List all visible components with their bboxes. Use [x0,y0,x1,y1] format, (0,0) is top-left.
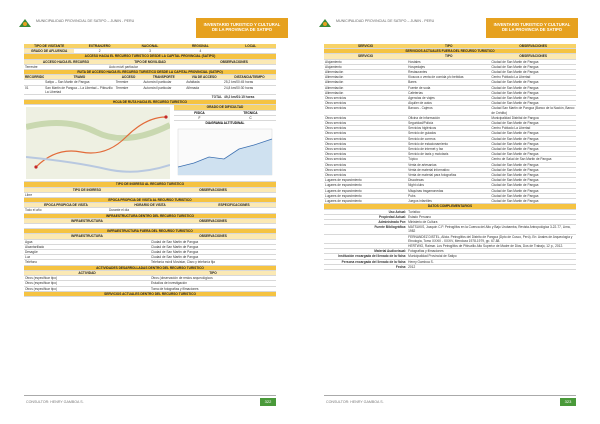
complementary-row-cell: Henry Gamboa S. [407,259,576,264]
service-row-cell: Ciudad de San Martin de Pangoa [490,59,576,64]
service-row-cell: Otros servicios [324,115,407,120]
complementary-row-cell: Fotografías y filmaciones [407,249,576,254]
complementary-section-title: DATOS COMPLEMENTARIOS [324,204,576,209]
complementary-row-cell: Fecha: [324,264,407,269]
service-row-cell: Ciudad de San Martin de Pangoa [490,136,576,141]
complementary-row-cell: Persona encargada del llenado de la ficha: [324,259,407,264]
visitor-table [24,44,276,54]
complementary-row-cell: Uso Actual: [324,209,407,214]
season-section-title: EPOCA PROPICIA DE VISITA AL RECURSO TURISTICO [24,198,276,203]
municipality-name: MUNICIPALIDAD PROVINCIAL DE SATIPO – JUNIN - PERU [336,19,435,23]
service-row-cell: Centro Poblado La Libertad [490,126,576,131]
service-row-cell: Otros servicios [324,152,407,157]
service-row-cell: Ciudad de San Martin de Pangoa [490,199,576,204]
service-row-cell: Ciudad de San Martin de Pangoa [490,152,576,157]
service-row-cell: Servicios higiénicos [407,126,490,131]
service-row-cell: Servicio de internet y fax [407,147,490,152]
route-table [24,75,276,105]
complementary-row-cell: 2012 [407,264,576,269]
season-value-cell: Durante el día [108,208,192,213]
visitor-header-cell: TIPO DE VISITANTE [24,44,74,49]
service-row-cell: Pubs [407,193,490,198]
page-header [0,6,300,42]
visitor-header-cell: LOCAL [226,44,276,49]
service-row-cell: Discotecas [407,178,490,183]
activities-header-cell: ACTIVIDAD [24,270,150,275]
service-row-cell: Ciudad de San Martin de Pangoa [490,121,576,126]
route-header-cell: RECORRIDO [25,75,45,80]
service-row-cell: Seguridad/Policía [407,121,490,126]
visitor-value-cell: 3 [125,49,175,54]
service-row-cell: Ciudad de San Martin de Pangoa [490,70,576,75]
route-header-cell: TRAMO [44,75,115,80]
route-header-cell: DISTANCIA/TIEMPO [223,75,276,80]
service-row-cell: Servicio de estacionamiento [407,141,490,146]
activity-row-cell: Toma de fotografías y filmaciones [150,286,276,291]
services-subheader-cell: TIPO [407,54,490,59]
route-header-cell: TRANSPORTE [142,75,185,80]
route-map-image [26,107,170,179]
service-row-cell: Lugares de esparcimiento [324,178,407,183]
services-outside-title: SERVICIOS ACTUALES FUERA DEL RECURSO TURISTICO [324,49,576,54]
page-number: 322 [260,398,276,406]
service-row-cell: Otros servicios [324,106,407,115]
route-row [24,85,276,94]
visitor-header-cell: EXTRANJERO [74,44,124,49]
visitor-value-cell: 2 [74,49,124,54]
entry-section-title: TIPO DE INGRESO AL RECURSO TURISTICO [24,182,276,187]
access-header-cell: ACCESO HACIA EL RECURSO [24,59,108,64]
service-row-cell: Venta de material informativo [407,167,490,172]
service-row-cell: Bancos - Cajeros [407,106,490,115]
service-row-cell: Servicio de correos [407,136,490,141]
services-header-cell: SERVICIO [324,44,407,49]
access-table [24,54,276,75]
route-row-cell: Afirmada [185,85,223,94]
difficulty-physical-label: FISICA [194,110,205,115]
service-row-cell: Alimentación [324,75,407,80]
service-row-cell: Ciudad de San Martin de Pangoa [490,85,576,90]
route-row-cell: Automóvil particular [142,85,185,94]
access-header-cell: OBSERVACIONES [192,59,276,64]
right-page [300,0,600,424]
service-row-cell: Ciudad de San Martin de Pangoa [490,64,576,69]
complementary-row-cell: Material Audiovisual: [324,249,407,254]
route-row-cell: 01 [24,85,44,94]
infra-outside-row-cell: Ciudad de San Martin de Pangoa [150,244,276,249]
service-row-cell: Ciudad de San Martin de Pangoa [490,141,576,146]
service-row-cell: Agencias de viajes [407,96,490,101]
complementary-row-cell [324,234,407,243]
service-row-cell: Ciudad de San Martin de Pangoa [490,193,576,198]
visitor-value-cell: GRADO DE AFLUENCIA [24,49,74,54]
infra-outside-row-cell: Ciudad de San Martin de Pangoa [150,250,276,255]
access-value-cell: Terrestre [24,64,108,69]
service-row-cell: Municipalidad Distrital de Pangoa [490,115,576,120]
route-header-cell: ACCESO [115,75,143,80]
service-row-cell: Centro de Salud de San Martin de Pangoa [490,157,576,162]
activity-row-cell: Otros (especificar tipo) [24,281,150,286]
route-header-cell: VIA DE ACCESO [185,75,223,80]
complementary-row [324,264,576,269]
service-row-cell: Otros servicios [324,136,407,141]
service-row-cell: Ciudad de San Martin de Pangoa [490,96,576,101]
access-value-cell: Auto móvil particular [108,64,192,69]
route-row-cell: Terrestre [115,80,143,85]
route-total-label: TOTAL [24,95,223,100]
service-row-cell: Otros servicios [324,101,407,106]
service-row-cell: Otros servicios [324,157,407,162]
service-row-cell: Ciudad de San Martin de Pangoa [490,178,576,183]
service-row-cell: Alimentación [324,80,407,85]
service-row-cell: Otros servicios [324,96,407,101]
season-table [24,198,276,214]
entry-value-cell: Libre [24,192,150,197]
route-row-cell: Asfaltada [185,80,223,85]
visitor-header-cell: NACIONAL [125,44,175,49]
route-row-cell: San Martin de Pangoa – La Libertad – Pitiruzillo La Libertad [44,85,115,94]
service-row-cell: Alquiler de autos [407,101,490,106]
infra-outside-row-cell: Luz [24,255,150,260]
service-row-cell: Alojamiento [324,64,407,69]
service-row-cell: Ciudad de San Martin de Pangoa [490,167,576,172]
difficulty-technical-label: TECNICA [243,110,258,115]
service-row-cell: Lugares de esparcimiento [324,188,407,193]
page-footer [24,395,276,408]
complementary-row [324,225,576,234]
infra-outside-header-cell: INFRAESTRUCTURA [24,234,150,239]
infra-inside-title: INFRAESTRUCTURA DENTRO DEL RECURSO TURISTICO [24,214,276,219]
services-subheader-cell: SERVICIO [324,54,407,59]
service-row-cell: Venta de artesanías [407,162,490,167]
document-title: INVENTARIO TURISTICO Y CULTURAL DE LA PROVINCIA DE SATIPO [486,18,578,38]
service-row-cell: Hospedajes [407,64,490,69]
service-row-cell: Ciudad de San Martin de Pangoa [490,173,576,178]
season-value-cell: Todo el año [24,208,108,213]
complementary-row-cell: MATSUKIS, Joaquín C.P. Petroglifos en la Cuenca del Alto y Bajo Urubamba, Revista Antropológica 3-22-77, Lima, 1982 [407,225,576,234]
service-row-cell: Fuente de soda [407,85,490,90]
infra-outside-title: INFRAESTRUCTURA FUERA DEL RECURSO TURISTICO [24,229,276,234]
altitude-diagram-image [174,127,276,179]
municipality-name: MUNICIPALIDAD PROVINCIAL DE SATIPO – JUNIN - PERU [36,19,135,23]
service-row-cell: Cafeterías [407,90,490,95]
route-map-title: HOJA DE RUTA HACIA EL RECURSO TURISTICO [24,100,276,105]
visitor-value-cell: 4 [175,49,225,54]
route-row-cell: Satipo – San Martin de Pangoa [44,80,115,85]
service-row-cell: Juegos infantiles [407,199,490,204]
activities-header-cell: TIPO [150,270,276,275]
complementary-row-cell: Turístico [407,209,576,214]
visitor-value-cell [226,49,276,54]
activities-table [24,266,276,297]
service-row-cell: Ciudad de San Martin de Pangoa [490,162,576,167]
document-title: INVENTARIO TURISTICO Y CULTURAL DE LA PROVINCIA DE SATIPO [196,18,288,38]
complementary-row-cell: Propiedad Actual: [324,214,407,219]
service-row-cell: Otros servicios [324,173,407,178]
infra-inside-header-cell: INFRAESTRUCTURA [24,218,150,223]
difficulty-physical-value: F [198,115,201,120]
service-row [324,106,576,115]
service-row-cell: Oficina de información [407,115,490,120]
consultant-credit: CONSULTOR: HENRY GAMBOA S. [26,400,84,404]
service-row-cell: Ciudad de San Martin de Pangoa [490,188,576,193]
activities-section-title: ACTIVIDADES DESARROLLADAS DENTRO DEL RECURSO TURISTICO [24,266,276,271]
service-row-cell: Servicio de guiados [407,131,490,136]
complementary-row-cell: Municipalidad Provincial de Satipo [407,254,576,259]
access-header-cell: TIPO DE MOVILIDAD [108,59,192,64]
complementary-row-cell: Estado Peruano [407,214,576,219]
service-row-cell: Lugares de esparcimiento [324,193,407,198]
services-table [324,44,576,204]
visitor-header-cell: REGIONAL [175,44,225,49]
difficulty-title: GRADO DE DIFICULTAD [206,105,244,110]
municipality-logo-icon [18,18,32,28]
complementary-row [324,234,576,243]
complementary-row-cell: Ministerio de Cultura [407,219,576,224]
service-row-cell: Ciudad de San Martin de Pangoa [490,131,576,136]
infra-inside-table [24,214,276,230]
infra-outside-row-cell: Desagüe [24,250,150,255]
route-row-cell: 25,2 km/00:45 horas [223,80,276,85]
service-row-cell: Alimentación [324,90,407,95]
service-row-cell: Otros servicios [324,162,407,167]
page-number: 323 [560,398,576,406]
service-row-cell: Hostales [407,59,490,64]
infra-outside-row-cell: Ciudad de San Martin de Pangoa [150,239,276,244]
service-row-cell: Kioscos o venta de comida y/o bebidas [407,75,490,80]
service-row-cell: Tópico [407,157,490,162]
season-header-cell: HORARIO DE VISITA [108,203,192,208]
service-row-cell: Lugares de esparcimiento [324,199,407,204]
activity-row-cell: Otros (especificar tipo) [24,276,150,281]
page-header [300,6,600,42]
consultant-credit: CONSULTOR: HENRY GAMBOA S. [326,400,384,404]
infra-outside-row-cell: Telefonía móvil Movistar, Claro y telefonía fija [150,260,276,265]
entry-header-cell: TIPO DE INGRESO [24,187,150,192]
service-row-cell: Ciudad de San Martin de Pangoa [490,183,576,188]
entry-value-cell [150,192,276,197]
season-value-cell [192,208,276,213]
access-section-title: ACCESO HACIA EL RECURSO TURISTICO DESDE LA CAPITAL PROVINCIAL (SATIPO) [24,54,276,59]
season-header-cell: EPOCA PROPICIA DE VISITA [24,203,108,208]
route-row-cell: Automóvil particular [142,80,185,85]
service-row-cell: Ciudad de San Martin de Pangoa [490,90,576,95]
service-row-cell: Centro Poblado La Libertad [490,75,576,80]
service-row-cell: Ciudad de San Martin de Pangoa [490,147,576,152]
activity-row-cell: Estudios de investigación [150,281,276,286]
service-row [324,199,576,204]
difficulty-technical-value: C [249,115,252,120]
infra-outside-row-cell: Teléfono [24,260,150,265]
infra-outside-row-cell: Agua [24,239,150,244]
complementary-row-cell: Fuente Bibliográfica: [324,225,407,234]
service-row-cell: Otros servicios [324,131,407,136]
services-header-cell: TIPO [407,44,490,49]
infra-outside-row [24,260,276,265]
service-row-cell: Ciudad San Martin de Pangoa (Banco de la Nación, Banco de Crédito) [491,106,575,115]
services-header-cell: OBSERVACIONES [490,44,576,49]
service-row-cell: Lugares de esparcimiento [324,183,407,188]
complementary-row-cell: Institución encargada del llenado de la ficha: [324,254,407,259]
services-inside-title: SERVICIOS ACTUALES DENTRO DEL RECURSO TURISTICO [24,291,276,296]
infra-outside-row-cell: Ciudad de San Martin de Pangoa [150,255,276,260]
route-row-cell: Terrestre [115,85,143,94]
infra-outside-row-cell: Alcantarillado [24,244,150,249]
right-content [324,44,576,270]
route-map-section [24,105,276,182]
service-row-cell: Otros servicios [324,121,407,126]
activity-row-cell: Otros (especificar tipo) [24,286,150,291]
page-footer [324,395,576,408]
service-row-cell: Ciudad de San Martin de Pangoa [490,101,576,106]
route-row-cell: 24,8 km/00:30 horas [223,85,276,94]
entry-table [24,182,276,198]
service-row-cell: Otros servicios [324,141,407,146]
service-row-cell: Otros servicios [324,126,407,131]
service-row-cell: Venta de material para fotografías [407,173,490,178]
service-row-cell: Alimentación [324,70,407,75]
difficulty-panel [174,105,276,125]
season-header-cell: ESPECIFICACIONES [192,203,276,208]
altitude-diagram-title: DIAGRAMA ALTITUDINAL [205,121,245,126]
left-content [24,44,276,297]
municipality-logo-icon [318,18,332,28]
entry-header-cell: OBSERVACIONES [150,187,276,192]
service-row-cell: Night clubs [407,183,490,188]
service-row-cell: Servicio de taxis y mototaxis [407,152,490,157]
service-row-cell: Alojamiento [324,59,407,64]
service-row-cell: Otros servicios [324,147,407,152]
infra-outside-header-cell: OBSERVACIONES [150,234,276,239]
service-row-cell: Máquinas tragamonedas [407,188,490,193]
route-total-value: 49,2 km/01:15 horas [223,95,276,100]
infra-inside-header-cell: OBSERVACIONES [150,218,276,223]
service-row-cell: Restaurantes [407,70,490,75]
complementary-row-cell: Administrado Por: [324,219,407,224]
route-row [24,80,276,85]
complementary-row-cell: HERTWIG, Raimar. Los Petroglifos de Pitiruzillo Alto Superior de Madre de Dios, Dos de Trabajo, 12 p., 2012. [407,243,576,248]
activity-row-cell: Otros (observación de restos arqueológicos [150,276,276,281]
service-row-cell: Otros servicios [324,167,407,172]
services-subheader-cell: OBSERVACIONES [490,54,576,59]
infra-outside-table [24,229,276,265]
service-row-cell: Ciudad de San Martin de Pangoa [490,80,576,85]
service-row-cell: Alimentación [324,85,407,90]
complementary-row-cell: FERNANDEZ DISTEL, Alicia. Petroglifos del Distrito de Pangoa (Dpto de Cusco, Perú). En: Anales de Arqueología y Etnología, Tomo XXXIII - XXXIV, Mendoza 1978-1979, pp. 67-88. [407,234,576,243]
route-section-title: RUTA DE ACCESO HACIA EL RECURSO TURISTICO DESDE LA CAPITAL PROVINCIAL (SATIPO) [24,70,276,75]
service-row-cell: Bares [407,80,490,85]
complementary-table [324,204,576,270]
